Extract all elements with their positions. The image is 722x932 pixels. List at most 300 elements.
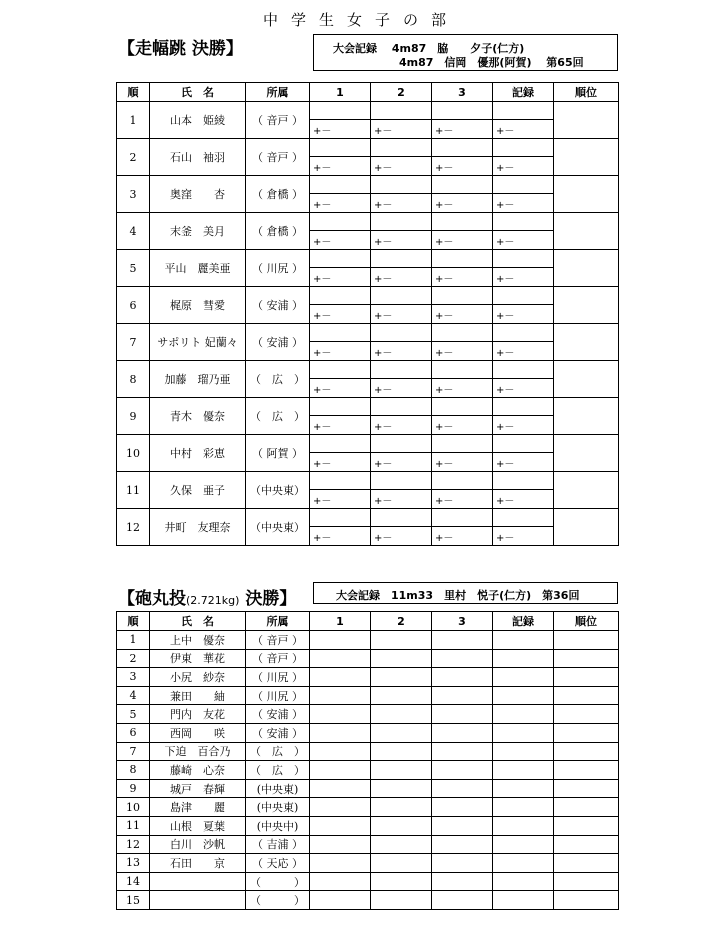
- cell-divider: [432, 230, 492, 231]
- record-cell[interactable]: [493, 891, 554, 910]
- wind-mark: +－: [313, 496, 332, 507]
- rank-cell[interactable]: [554, 176, 619, 213]
- cell-divider: [371, 267, 431, 268]
- record-cell[interactable]: [493, 472, 554, 509]
- wind-mark: +－: [313, 126, 332, 137]
- athlete-order: 1: [117, 631, 150, 650]
- attempt-2-cell[interactable]: [371, 102, 432, 139]
- athlete-order: 14: [117, 872, 150, 891]
- rank-cell[interactable]: [554, 139, 619, 176]
- attempt-1-cell[interactable]: [310, 213, 371, 250]
- attempt-1-cell[interactable]: [310, 668, 371, 687]
- athlete-order: 3: [117, 668, 150, 687]
- rank-cell[interactable]: [554, 816, 619, 835]
- record-cell[interactable]: [493, 798, 554, 817]
- table-row: [117, 649, 619, 668]
- wind-mark: +－: [496, 274, 515, 285]
- athlete-team: （ 川尻 ）: [246, 250, 310, 287]
- cell-divider: [310, 304, 370, 305]
- header-attempt-2: 2: [371, 83, 432, 102]
- record-cell[interactable]: [493, 705, 554, 724]
- athlete-team: （ 川尻 ）: [246, 686, 310, 705]
- wind-mark: +－: [313, 459, 332, 470]
- rank-cell[interactable]: [554, 854, 619, 873]
- attempt-2-cell[interactable]: [371, 631, 432, 650]
- cell-divider: [432, 156, 492, 157]
- table-row: [117, 250, 619, 287]
- table-row: [117, 779, 619, 798]
- rank-cell[interactable]: [554, 472, 619, 509]
- attempt-2-cell[interactable]: [371, 361, 432, 398]
- record-cell[interactable]: [493, 324, 554, 361]
- attempt-2-cell[interactable]: [371, 213, 432, 250]
- rank-cell[interactable]: [554, 742, 619, 761]
- table-row: [117, 761, 619, 780]
- wind-mark: +－: [435, 237, 454, 248]
- attempt-1-cell[interactable]: [310, 435, 371, 472]
- athlete-order: 2: [117, 649, 150, 668]
- attempt-1-cell[interactable]: [310, 816, 371, 835]
- attempt-2-cell[interactable]: [371, 798, 432, 817]
- wind-mark: +－: [374, 533, 393, 544]
- cell-divider: [432, 489, 492, 490]
- athlete-team: （中央東）: [246, 509, 310, 546]
- attempt-1-cell[interactable]: [310, 324, 371, 361]
- cell-divider: [493, 230, 553, 231]
- athlete-name: [150, 872, 246, 891]
- wind-mark: +－: [313, 200, 332, 211]
- record-cell[interactable]: [493, 435, 554, 472]
- athlete-team: （ 安浦 ）: [246, 723, 310, 742]
- attempt-1-cell[interactable]: [310, 723, 371, 742]
- athlete-name: 下迫 百合乃: [150, 742, 246, 761]
- wind-mark: +－: [374, 348, 393, 359]
- record-cell[interactable]: [493, 668, 554, 687]
- attempt-2-cell[interactable]: [371, 854, 432, 873]
- header-record: 記録: [493, 83, 554, 102]
- athlete-order: 5: [117, 705, 150, 724]
- attempt-3-cell[interactable]: [432, 723, 493, 742]
- athlete-team: （ 天応 ）: [246, 854, 310, 873]
- header-team: 所属: [246, 83, 310, 102]
- wind-mark: +－: [496, 237, 515, 248]
- attempt-2-cell[interactable]: [371, 891, 432, 910]
- shot-put-header-row: [117, 612, 619, 631]
- athlete-name: 井町 友理奈: [150, 509, 246, 546]
- cell-divider: [432, 267, 492, 268]
- attempt-3-cell[interactable]: [432, 742, 493, 761]
- record-cell[interactable]: [493, 509, 554, 546]
- cell-divider: [493, 415, 553, 416]
- attempt-2-cell[interactable]: [371, 816, 432, 835]
- cell-divider: [310, 230, 370, 231]
- athlete-team: （ 音戸 ）: [246, 102, 310, 139]
- attempt-2-cell[interactable]: [371, 250, 432, 287]
- wind-mark: +－: [496, 459, 515, 470]
- cell-divider: [310, 489, 370, 490]
- athlete-order: 12: [117, 509, 150, 546]
- rank-cell[interactable]: [554, 287, 619, 324]
- cell-divider: [371, 119, 431, 120]
- attempt-1-cell[interactable]: [310, 176, 371, 213]
- attempt-1-cell[interactable]: [310, 779, 371, 798]
- header-attempt-1: 1: [310, 83, 371, 102]
- rank-cell[interactable]: [554, 509, 619, 546]
- rank-cell[interactable]: [554, 891, 619, 910]
- header-rank: 順位: [554, 612, 619, 631]
- attempt-2-cell[interactable]: [371, 509, 432, 546]
- attempt-3-cell[interactable]: [432, 361, 493, 398]
- athlete-name: 門内 友花: [150, 705, 246, 724]
- athlete-order: 10: [117, 798, 150, 817]
- rank-cell[interactable]: [554, 649, 619, 668]
- table-row: [117, 816, 619, 835]
- cell-divider: [371, 193, 431, 194]
- attempt-3-cell[interactable]: [432, 686, 493, 705]
- attempt-1-cell[interactable]: [310, 361, 371, 398]
- shot-put-title-tail: 決勝】: [239, 589, 297, 609]
- attempt-1-cell[interactable]: [310, 798, 371, 817]
- attempt-1-cell[interactable]: [310, 686, 371, 705]
- wind-mark: +－: [313, 533, 332, 544]
- attempt-1-cell[interactable]: [310, 854, 371, 873]
- table-row: [117, 509, 619, 546]
- attempt-3-cell[interactable]: [432, 668, 493, 687]
- rank-cell[interactable]: [554, 835, 619, 854]
- shot-put-record-box: [313, 582, 618, 604]
- attempt-3-cell[interactable]: [432, 176, 493, 213]
- wind-mark: +－: [313, 237, 332, 248]
- attempt-2-cell[interactable]: [371, 872, 432, 891]
- attempt-1-cell[interactable]: [310, 742, 371, 761]
- athlete-name: 兼田 紬: [150, 686, 246, 705]
- rank-cell[interactable]: [554, 435, 619, 472]
- wind-mark: +－: [374, 163, 393, 174]
- attempt-2-cell[interactable]: [371, 686, 432, 705]
- rank-cell[interactable]: [554, 723, 619, 742]
- cell-divider: [432, 526, 492, 527]
- long-jump-title: 【走幅跳 決勝】: [118, 39, 243, 59]
- athlete-team: （ 音戸 ）: [246, 631, 310, 650]
- record-cell[interactable]: [493, 398, 554, 435]
- header-attempt-3: 3: [432, 612, 493, 631]
- attempt-3-cell[interactable]: [432, 509, 493, 546]
- cell-divider: [493, 452, 553, 453]
- attempt-2-cell[interactable]: [371, 472, 432, 509]
- athlete-name: 藤崎 心奈: [150, 761, 246, 780]
- attempt-1-cell[interactable]: [310, 509, 371, 546]
- table-row: [117, 139, 619, 176]
- athlete-order: 1: [117, 102, 150, 139]
- attempt-1-cell[interactable]: [310, 872, 371, 891]
- long-jump-header-row: [117, 83, 619, 102]
- cell-divider: [493, 489, 553, 490]
- attempt-2-cell[interactable]: [371, 324, 432, 361]
- shot-put-record-line: 大会記録 11m33 里村 悦子(仁方) 第36回: [336, 589, 580, 602]
- athlete-order: 5: [117, 250, 150, 287]
- attempt-2-cell[interactable]: [371, 705, 432, 724]
- table-row: [117, 213, 619, 250]
- cell-divider: [493, 378, 553, 379]
- table-row: [117, 435, 619, 472]
- attempt-3-cell[interactable]: [432, 872, 493, 891]
- athlete-team: （ 倉橋 ）: [246, 176, 310, 213]
- cell-divider: [432, 341, 492, 342]
- attempt-2-cell[interactable]: [371, 668, 432, 687]
- record-cell[interactable]: [493, 723, 554, 742]
- cell-divider: [310, 415, 370, 416]
- wind-mark: +－: [374, 200, 393, 211]
- athlete-team: （ 音戸 ）: [246, 649, 310, 668]
- attempt-3-cell[interactable]: [432, 761, 493, 780]
- rank-cell[interactable]: [554, 250, 619, 287]
- cell-divider: [371, 452, 431, 453]
- attempt-2-cell[interactable]: [371, 398, 432, 435]
- athlete-team: （ 安浦 ）: [246, 287, 310, 324]
- header-record: 記録: [493, 612, 554, 631]
- record-cell[interactable]: [493, 742, 554, 761]
- athlete-team: (中央東): [246, 779, 310, 798]
- athlete-order: 4: [117, 686, 150, 705]
- cell-divider: [371, 304, 431, 305]
- wind-mark: +－: [496, 496, 515, 507]
- attempt-3-cell[interactable]: [432, 835, 493, 854]
- rank-cell[interactable]: [554, 398, 619, 435]
- record-cell[interactable]: [493, 139, 554, 176]
- attempt-1-cell[interactable]: [310, 761, 371, 780]
- rank-cell[interactable]: [554, 779, 619, 798]
- attempt-2-cell[interactable]: [371, 649, 432, 668]
- record-cell[interactable]: [493, 816, 554, 835]
- table-row: [117, 361, 619, 398]
- attempt-2-cell[interactable]: [371, 742, 432, 761]
- athlete-order: 6: [117, 723, 150, 742]
- attempt-3-cell[interactable]: [432, 398, 493, 435]
- table-row: [117, 668, 619, 687]
- rank-cell[interactable]: [554, 324, 619, 361]
- table-row: [117, 176, 619, 213]
- long-jump-record-line1: 大会記録 4m87 脇 夕子(仁方): [333, 42, 525, 55]
- header-name: 氏 名: [150, 83, 246, 102]
- attempt-3-cell[interactable]: [432, 631, 493, 650]
- table-row: [117, 705, 619, 724]
- attempt-1-cell[interactable]: [310, 102, 371, 139]
- rank-cell[interactable]: [554, 361, 619, 398]
- wind-mark: +－: [496, 200, 515, 211]
- wind-mark: +－: [496, 533, 515, 544]
- long-jump-record-box: [313, 34, 618, 71]
- cell-divider: [432, 415, 492, 416]
- athlete-name: 石山 袖羽: [150, 139, 246, 176]
- cell-divider: [493, 341, 553, 342]
- wind-mark: +－: [313, 274, 332, 285]
- attempt-3-cell[interactable]: [432, 250, 493, 287]
- cell-divider: [371, 489, 431, 490]
- athlete-team: （ 安浦 ）: [246, 705, 310, 724]
- record-cell[interactable]: [493, 102, 554, 139]
- cell-divider: [493, 119, 553, 120]
- cell-divider: [432, 304, 492, 305]
- athlete-name: 久保 亜子: [150, 472, 246, 509]
- attempt-2-cell[interactable]: [371, 723, 432, 742]
- rank-cell[interactable]: [554, 686, 619, 705]
- attempt-3-cell[interactable]: [432, 139, 493, 176]
- record-cell[interactable]: [493, 835, 554, 854]
- record-cell[interactable]: [493, 631, 554, 650]
- record-cell[interactable]: [493, 287, 554, 324]
- athlete-order: 4: [117, 213, 150, 250]
- athlete-order: 2: [117, 139, 150, 176]
- attempt-1-cell[interactable]: [310, 250, 371, 287]
- cell-divider: [432, 119, 492, 120]
- athlete-name: 奥窪 杏: [150, 176, 246, 213]
- attempt-3-cell[interactable]: [432, 472, 493, 509]
- attempt-2-cell[interactable]: [371, 139, 432, 176]
- table-row: [117, 324, 619, 361]
- attempt-3-cell[interactable]: [432, 816, 493, 835]
- rank-cell[interactable]: [554, 705, 619, 724]
- table-row: [117, 686, 619, 705]
- athlete-team: （ 川尻 ）: [246, 668, 310, 687]
- shot-put-title-weight: (2.721kg): [186, 594, 240, 607]
- rank-cell[interactable]: [554, 102, 619, 139]
- cell-divider: [432, 452, 492, 453]
- record-cell[interactable]: [493, 361, 554, 398]
- cell-divider: [493, 156, 553, 157]
- record-cell[interactable]: [493, 761, 554, 780]
- record-cell[interactable]: [493, 649, 554, 668]
- attempt-3-cell[interactable]: [432, 854, 493, 873]
- athlete-team: （ 広 ）: [246, 361, 310, 398]
- athlete-order: 10: [117, 435, 150, 472]
- athlete-name: 青木 優奈: [150, 398, 246, 435]
- record-cell[interactable]: [493, 872, 554, 891]
- attempt-1-cell[interactable]: [310, 631, 371, 650]
- attempt-3-cell[interactable]: [432, 213, 493, 250]
- athlete-name: 上中 優奈: [150, 631, 246, 650]
- athlete-name: 山本 姫綾: [150, 102, 246, 139]
- attempt-2-cell[interactable]: [371, 761, 432, 780]
- wind-mark: +－: [435, 163, 454, 174]
- attempt-3-cell[interactable]: [432, 779, 493, 798]
- rank-cell[interactable]: [554, 668, 619, 687]
- shot-put-table: [116, 611, 619, 910]
- wind-mark: +－: [374, 385, 393, 396]
- athlete-order: 3: [117, 176, 150, 213]
- attempt-1-cell[interactable]: [310, 649, 371, 668]
- athlete-team: (中央中): [246, 816, 310, 835]
- cell-divider: [371, 526, 431, 527]
- attempt-2-cell[interactable]: [371, 779, 432, 798]
- wind-mark: +－: [313, 385, 332, 396]
- table-row: [117, 398, 619, 435]
- rank-cell[interactable]: [554, 872, 619, 891]
- table-row: [117, 872, 619, 891]
- cell-divider: [310, 341, 370, 342]
- cell-divider: [371, 230, 431, 231]
- attempt-2-cell[interactable]: [371, 835, 432, 854]
- athlete-name: 末釜 美月: [150, 213, 246, 250]
- athlete-name: 梶原 彗愛: [150, 287, 246, 324]
- attempt-2-cell[interactable]: [371, 287, 432, 324]
- wind-mark: +－: [374, 422, 393, 433]
- athlete-name: 西岡 咲: [150, 723, 246, 742]
- wind-mark: +－: [496, 422, 515, 433]
- athlete-name: 中村 彩恵: [150, 435, 246, 472]
- attempt-2-cell[interactable]: [371, 176, 432, 213]
- attempt-3-cell[interactable]: [432, 435, 493, 472]
- attempt-1-cell[interactable]: [310, 835, 371, 854]
- attempt-3-cell[interactable]: [432, 649, 493, 668]
- attempt-1-cell[interactable]: [310, 891, 371, 910]
- record-cell[interactable]: [493, 854, 554, 873]
- cell-divider: [493, 304, 553, 305]
- attempt-3-cell[interactable]: [432, 287, 493, 324]
- athlete-order: 7: [117, 742, 150, 761]
- attempt-2-cell[interactable]: [371, 435, 432, 472]
- record-cell[interactable]: [493, 779, 554, 798]
- athlete-team: （ 阿賀 ）: [246, 435, 310, 472]
- table-row: [117, 854, 619, 873]
- record-cell[interactable]: [493, 250, 554, 287]
- cell-divider: [310, 156, 370, 157]
- athlete-team: （ 広 ）: [246, 761, 310, 780]
- attempt-1-cell[interactable]: [310, 398, 371, 435]
- attempt-1-cell[interactable]: [310, 472, 371, 509]
- wind-mark: +－: [435, 422, 454, 433]
- table-row: [117, 835, 619, 854]
- table-row: [117, 631, 619, 650]
- rank-cell[interactable]: [554, 213, 619, 250]
- wind-mark: +－: [435, 126, 454, 137]
- athlete-name: サポリト 妃蘭々: [150, 324, 246, 361]
- cell-divider: [493, 526, 553, 527]
- athlete-order: 13: [117, 854, 150, 873]
- cell-divider: [432, 378, 492, 379]
- rank-cell[interactable]: [554, 761, 619, 780]
- attempt-3-cell[interactable]: [432, 324, 493, 361]
- wind-mark: +－: [313, 163, 332, 174]
- rank-cell[interactable]: [554, 798, 619, 817]
- header-rank: 順位: [554, 83, 619, 102]
- header-attempt-3: 3: [432, 83, 493, 102]
- record-cell[interactable]: [493, 176, 554, 213]
- attempt-3-cell[interactable]: [432, 102, 493, 139]
- attempt-3-cell[interactable]: [432, 891, 493, 910]
- cell-divider: [432, 193, 492, 194]
- wind-mark: +－: [313, 422, 332, 433]
- attempt-3-cell[interactable]: [432, 798, 493, 817]
- table-row: [117, 798, 619, 817]
- wind-mark: +－: [496, 126, 515, 137]
- attempt-1-cell[interactable]: [310, 705, 371, 724]
- record-cell[interactable]: [493, 686, 554, 705]
- cell-divider: [493, 267, 553, 268]
- attempt-1-cell[interactable]: [310, 139, 371, 176]
- attempt-3-cell[interactable]: [432, 705, 493, 724]
- wind-mark: +－: [435, 311, 454, 322]
- record-cell[interactable]: [493, 213, 554, 250]
- athlete-order: 6: [117, 287, 150, 324]
- cell-divider: [493, 193, 553, 194]
- table-row: [117, 472, 619, 509]
- header-order: 順: [117, 612, 150, 631]
- athlete-order: 11: [117, 472, 150, 509]
- attempt-1-cell[interactable]: [310, 287, 371, 324]
- rank-cell[interactable]: [554, 631, 619, 650]
- wind-mark: +－: [374, 496, 393, 507]
- athlete-team: （ 倉橋 ）: [246, 213, 310, 250]
